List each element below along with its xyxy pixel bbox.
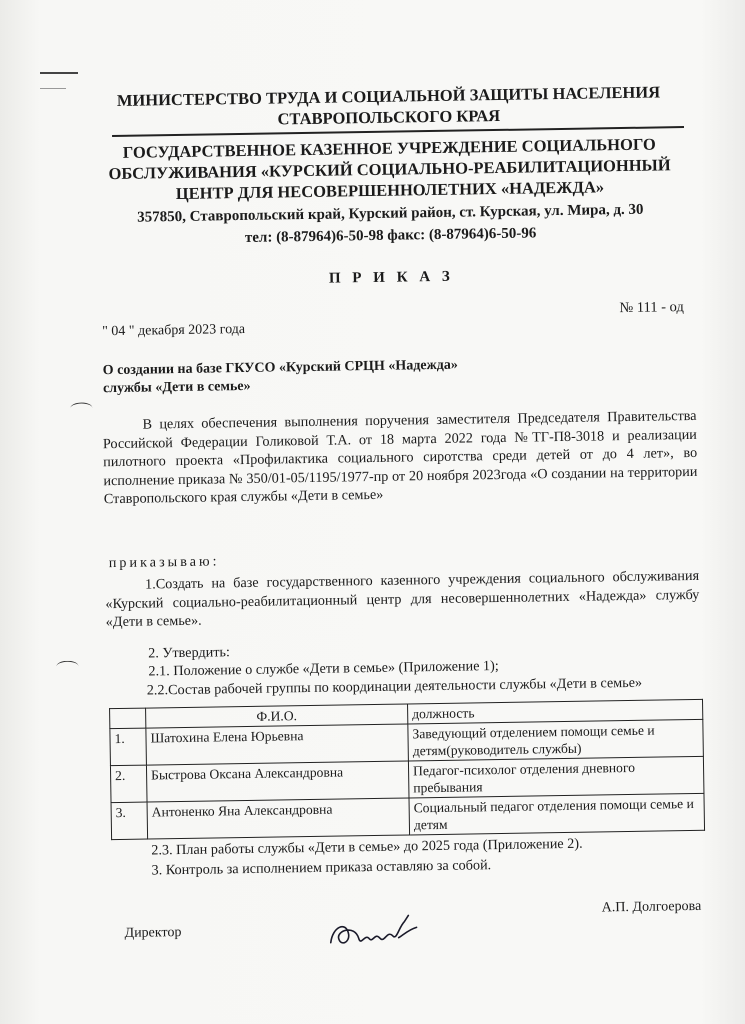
col-header-name: Ф.И.О. — [146, 704, 408, 728]
org-line-1: ГОСУДАРСТВЕННОЕ КАЗЕННОЕ УЧРЕЖДЕНИЕ СОЦИАЛЬНОГО — [122, 134, 656, 162]
punch-hole-mark — [70, 402, 92, 413]
order-date: " 04 " декабря 2023 года — [102, 321, 246, 340]
document-title: П Р И К А З — [328, 268, 454, 287]
order-number: № 111 - од — [619, 299, 684, 317]
preamble: В целях обеспечения выполнения поручения заместителя Председателя Правительства Российской Федерации Голиковой Т.А. от 18 марта 2022 года №ТГ-П8-3018 и реализации пилотного проекта «Профилактика социального сиротства среди детей от до 4 лет», во исполнение приказа № 350/01-05/1195/1977-пр от 20 ноября 2023года «О создании на территории Ставропольского края службы «Дети в семье» — [102, 407, 698, 508]
row-name: Быстрова Оксана Александровна — [146, 761, 409, 802]
address: 357850, Ставропольский край, Курский район, ст. Курская, ул. Мира, д. 30 — [137, 201, 644, 226]
row-number: 2. — [110, 765, 147, 803]
row-position: Педагог-психолог отделения дневного пребывания — [408, 756, 704, 798]
phone-fax: тел: (8-87964)6-50-98 факс: (8-87964)6-50-96 — [244, 225, 537, 246]
item-2-2: 2.2.Состав рабочей группы по координации деятельности службы «Дети в семье» — [146, 674, 643, 699]
row-name: Шатохина Елена Юрьевна — [146, 724, 409, 765]
row-position: Заведующий отделением помощи семье и детям(руководитель службы) — [408, 719, 704, 761]
org-line-3: ЦЕНТР ДЛЯ НЕСОВЕРШЕННОЛЕТНИХ «НАДЕЖДА» — [175, 177, 605, 204]
row-position: Социальный педагог отделения помощи семье и детям — [409, 793, 705, 835]
org-line-2: ОБСЛУЖИВАНИЯ «КУРСКИЙ СОЦИАЛЬНО-РЕАБИЛИТАЦИОННЫЙ — [108, 155, 671, 184]
item-1: 1.Создать на базе государственного казенного учреждения социального обслуживания «Курский социально-реабилитационный центр для несовершеннолетних «Надежда» службу «Дети в семье». — [105, 567, 700, 631]
order-word: приказываю: — [108, 553, 220, 572]
signatory-role: Директор — [124, 925, 182, 941]
col-header-number — [110, 708, 146, 729]
row-name: Антоненко Яна Александровна — [147, 798, 410, 839]
order-subject — [103, 355, 584, 399]
item-2-1: 2.1. Положение о службе «Дети в семье» (Приложение 1); — [148, 658, 499, 680]
ministry-line-2: СТАВРОПОЛЬСКОГО КРАЯ — [277, 105, 501, 129]
subject-line-1: О создании на базе ГКУСО «Курский СРЦН «Надежда» — [102, 357, 458, 379]
punch-hole-mark — [56, 661, 78, 672]
col-header-position: должность — [408, 699, 703, 724]
row-number: 1. — [110, 728, 147, 766]
table-row — [111, 793, 705, 839]
signatory-name: А.П. Долгоерова — [601, 898, 702, 916]
item-3: 3. Контроль за исполнением приказа оставляю за собой. — [151, 857, 492, 879]
subject-line-2: службы «Дети в семье» — [102, 378, 251, 397]
working-group-table — [109, 699, 705, 840]
item-2: 2. Утвердить: — [148, 644, 230, 662]
handwritten-signature — [324, 907, 425, 959]
item-2-3: 2.3. План работы службы «Дети в семье» до 2025 года (Приложение 2). — [151, 835, 583, 859]
ministry-line-1: МИНИСТЕРСТВО ТРУДА И СОЦИАЛЬНОЙ ЗАЩИТЫ НАСЕЛЕНИЯ — [116, 82, 661, 110]
row-number: 3. — [111, 802, 148, 840]
